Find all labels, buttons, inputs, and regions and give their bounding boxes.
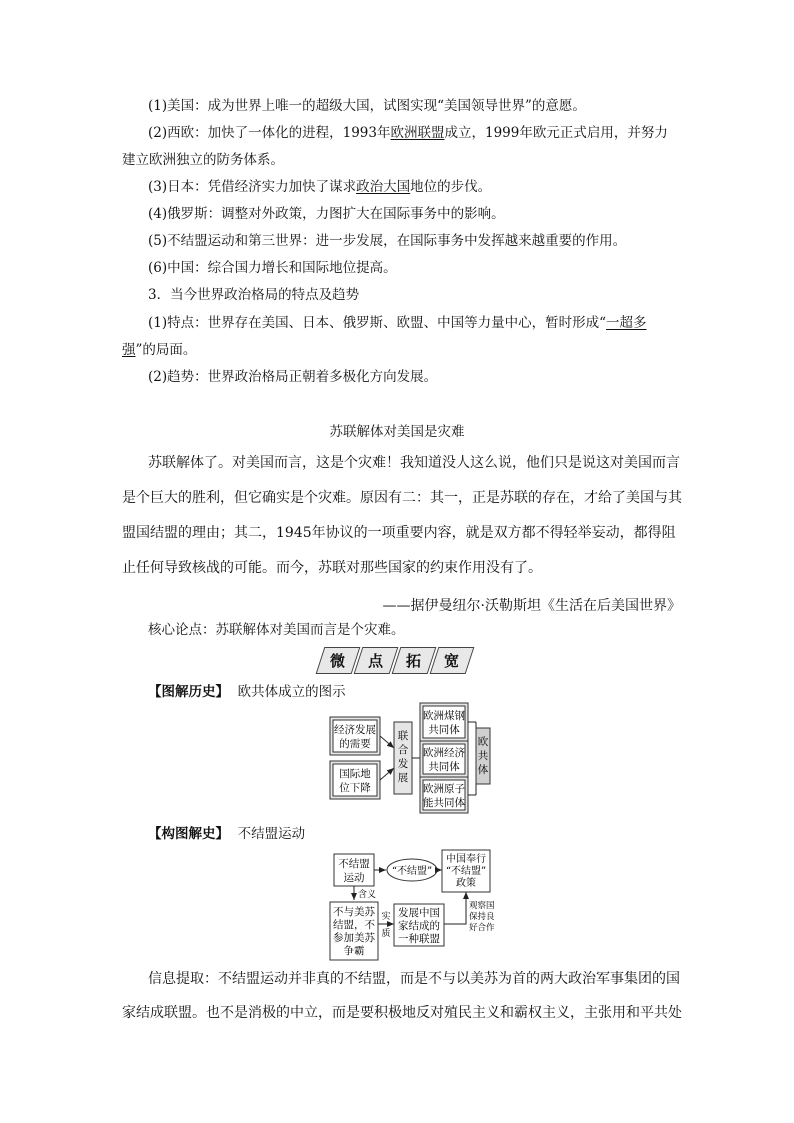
- item-japan: (3)日本：凭借经济实力加快了谋求政治大国地位的步伐。: [148, 179, 492, 195]
- ec-mid-1: 联: [397, 730, 409, 742]
- item-us: (1)美国：成为世界上唯一的超级大国，试图实现“美国领导世界”的意愿。: [148, 98, 586, 114]
- nam-side-2: 保持良: [469, 912, 495, 922]
- nam-essence-1: 实: [381, 912, 391, 922]
- item-western-europe-cont: 建立欧洲独立的防务体系。: [122, 152, 284, 168]
- info-line-2: 家结成联盟。也不是消极的中立，而是要积极地反对殖民主义和霸权主义，主张用和平共处: [122, 1005, 682, 1021]
- info-line-1: 信息提取：不结盟运动并非真的不结盟，而是不与以美苏为首的两大政治军事集团的国: [148, 971, 680, 987]
- ec-right-1: 欧: [477, 736, 489, 748]
- ec-c3-l2: 能共同体: [423, 797, 465, 809]
- diagram2-heading: 【构图解史】 不结盟运动: [148, 826, 306, 842]
- nam-box-c-l3: 参加美苏: [333, 932, 375, 944]
- reading-line-1: 苏联解体了。对美国而言，这是个灾难！我知道没人这么说，他们只是说这对美国而言: [148, 455, 680, 471]
- banner-char: 点: [354, 647, 399, 674]
- banner-char: 拓: [392, 647, 437, 674]
- nam-side-1: 观察国: [469, 901, 495, 911]
- reading-title: 苏联解体对美国是灾难: [329, 424, 465, 440]
- ec-c3-l1: 欧洲原子: [423, 783, 465, 795]
- nam-box-a-l2: 运动: [343, 872, 365, 884]
- ec-right-2: 共: [477, 750, 489, 762]
- nam-box-c-l2: 结盟，不: [333, 919, 375, 931]
- nam-box-b-l2: “不结盟”: [445, 866, 487, 877]
- nam-box-d-l3: 一种联盟: [398, 933, 440, 945]
- core-point: 核心论点：苏联解体对美国而言是个灾难。: [148, 622, 405, 638]
- reading-line-2: 是个巨大的胜利，但它确实是个灾难。原因有二：其一，正是苏联的存在，才给了美国与其: [122, 490, 682, 506]
- ec-box2-l2: 位下降: [339, 782, 371, 794]
- ec-box1-l1: 经济发展: [334, 724, 376, 736]
- nam-oval: “不结盟”: [391, 866, 433, 877]
- diagram1-heading: 【图解历史】 欧共体成立的图示: [148, 684, 346, 700]
- item-western-europe: (2)西欧：加快了一体化的进程，1993年欧洲联盟成立，1999年欧元正式启用，并努力: [148, 125, 668, 141]
- ec-c2-l2: 共同体: [428, 761, 460, 773]
- item-features: (1)特点：世界存在美国、日本、俄罗斯、欧盟、中国等力量中心，暂时形成“一超多: [148, 315, 647, 331]
- reading-line-4: 止任何导致核战的可能。而今，苏联对那些国家的约束作用没有了。: [122, 560, 542, 576]
- ec-box1-l2: 的需要: [339, 738, 371, 750]
- nam-essence-2: 质: [381, 929, 391, 939]
- banner-char: 宽: [430, 647, 475, 674]
- item-third-world: (5)不结盟运动和第三世界：进一步发展，在国际事务中发挥越来越重要的作用。: [148, 233, 627, 249]
- item-russia: (4)俄罗斯：调整对外政策，力图扩大在国际事务中的影响。: [148, 206, 505, 222]
- nam-box-d-l1: 发展中国: [398, 907, 440, 919]
- ec-c2-l1: 欧洲经济: [423, 747, 465, 759]
- reading-line-3: 盟国结盟的理由；其二，1945年协议的一项重要内容，就是双方都不得轻举妄动，都得阻: [122, 525, 676, 541]
- ec-mid-3: 发: [397, 758, 409, 770]
- reading-source: ——据伊曼纽尔·沃勒斯坦《生活在后美国世界》: [382, 598, 681, 614]
- ec-c1-l1: 欧洲煤钢: [423, 710, 465, 722]
- ec-right-3: 体: [477, 764, 489, 776]
- nam-meaning-label: 含义: [358, 890, 377, 900]
- ec-mid-4: 展: [397, 772, 409, 784]
- nam-box-c-l4: 争霸: [343, 945, 365, 957]
- ec-c1-l2: 共同体: [428, 724, 460, 736]
- item-trend: (2)趋势：世界政治格局正朝着多极化方向发展。: [148, 369, 438, 385]
- nam-box-b-l3: 政策: [456, 878, 476, 889]
- item-china: (6)中国：综合国力增长和国际地位提高。: [148, 260, 397, 276]
- nam-box-d-l2: 家结成的: [398, 920, 440, 932]
- nam-box-a-l1: 不结盟: [338, 858, 370, 870]
- item-features-cont: 强”的局面。: [122, 342, 197, 358]
- nam-box-c-l1: 不与美苏: [333, 906, 375, 918]
- banner-char: 微: [316, 647, 361, 674]
- section-heading: 3．当今世界政治格局的特点及趋势: [148, 287, 360, 303]
- nam-side-3: 好合作: [469, 923, 495, 933]
- ec-mid-2: 合: [397, 744, 409, 756]
- nam-box-b-l1: 中国奉行: [446, 854, 486, 865]
- ec-box2-l1: 国际地: [339, 768, 371, 780]
